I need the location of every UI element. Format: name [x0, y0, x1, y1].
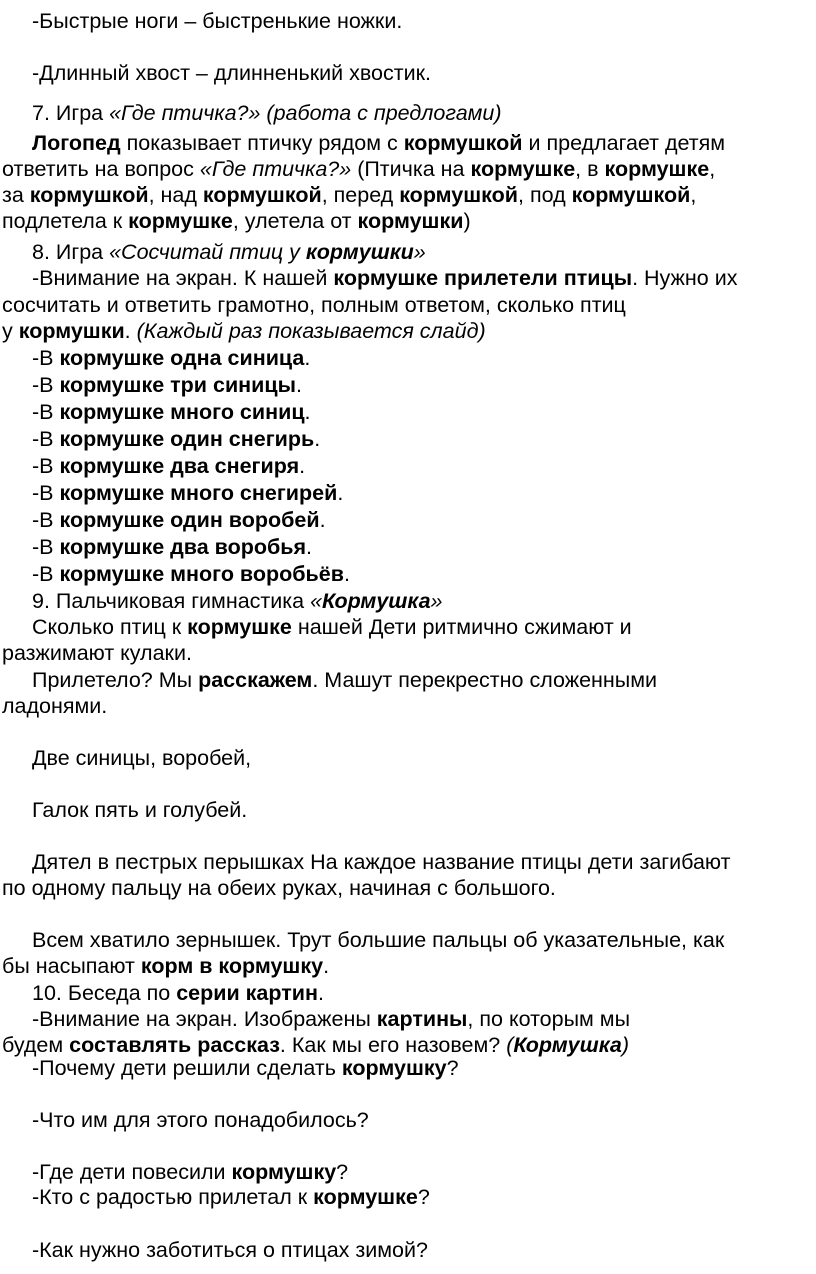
- text-line: [2, 980, 816, 1006]
- text-run: ,: [709, 157, 716, 181]
- text-line: [2, 182, 812, 208]
- text-run: кормушке много воробьёв: [59, 562, 344, 586]
- text-run: -В: [32, 346, 60, 370]
- text-run: -Кто с радостью прилетал к: [32, 1185, 314, 1209]
- text-run: по одному пальцу на обеих руках, начиная с большого.: [2, 876, 556, 900]
- text-run: ): [463, 209, 471, 233]
- text-run: -Длинный хвост – длинненький хвостик.: [32, 61, 431, 85]
- text-line: [2, 534, 816, 560]
- text-run: -В: [32, 427, 60, 451]
- text-run: -Где дети повесили: [32, 1160, 232, 1184]
- text-run: кормушку: [231, 1160, 337, 1184]
- text-line: [2, 614, 816, 640]
- text-run: (Птичка на: [351, 157, 471, 181]
- text-run: подлетела к: [2, 209, 129, 233]
- text-run: (: [506, 1033, 514, 1057]
- text-run: 7. Игра: [32, 101, 110, 125]
- text-line: [2, 208, 812, 234]
- text-run: кормушке много синиц: [59, 400, 305, 424]
- text-run: кормушкой: [399, 183, 518, 207]
- text-run: бы насыпают: [2, 954, 141, 978]
- text-run: Дятел в пестрых перышках На каждое название птицы дети загибают: [32, 850, 731, 874]
- text-run: кормушке: [470, 157, 576, 181]
- text-run: Логопед: [32, 131, 121, 155]
- text-run: Сколько птиц к: [32, 615, 188, 639]
- text-line: [2, 849, 816, 875]
- text-run: кормушки: [305, 240, 414, 264]
- text-line: [2, 130, 816, 156]
- text-line: [2, 561, 816, 587]
- text-run: Две синицы, воробей,: [32, 746, 252, 770]
- text-run: ?: [336, 1160, 349, 1184]
- text-run: кормушке один снегирь: [59, 427, 315, 451]
- text-line: [2, 239, 816, 265]
- text-run: составлять рассказ: [69, 1033, 280, 1057]
- text-run: .: [124, 319, 137, 343]
- text-line: [2, 426, 816, 452]
- text-run: . Нужно их: [632, 266, 738, 290]
- text-run: -Как нужно заботиться о птицах зимой?: [32, 1238, 428, 1262]
- text-run: -Что им для этого понадобилось?: [32, 1108, 369, 1132]
- text-run: -В: [32, 454, 60, 478]
- text-line: [2, 667, 816, 693]
- text-run: -В: [32, 508, 60, 532]
- text-run: ,: [690, 183, 697, 207]
- text-run: кормушке много снегирей: [59, 481, 338, 505]
- text-run: -В: [32, 535, 60, 559]
- text-line: [2, 292, 812, 318]
- text-run: Галок пять и голубей.: [32, 798, 248, 822]
- text-run: ответить на вопрос: [2, 157, 200, 181]
- text-run: кормушки: [357, 209, 464, 233]
- text-run: »: [413, 240, 426, 264]
- text-run: кормушкой: [403, 131, 523, 155]
- text-run: .: [319, 508, 326, 532]
- text-run: «Где птичка?» (работа с предлогами): [109, 101, 502, 125]
- text-run: .: [304, 400, 311, 424]
- text-run: Прилетело? Мы: [32, 668, 199, 692]
- text-run: , над: [148, 183, 203, 207]
- text-run: кормушки: [18, 319, 125, 343]
- text-run: , в: [575, 157, 605, 181]
- text-run: сосчитать и ответить грамотно, полным ответом, сколько птиц: [2, 293, 626, 317]
- text-run: кормушке три синицы: [59, 373, 296, 397]
- text-run: кормушке два снегиря: [59, 454, 300, 478]
- text-run: кормушке: [128, 209, 233, 233]
- text-line: [2, 318, 812, 344]
- text-run: 9. Пальчиковая гимнастика: [32, 589, 311, 613]
- text-run: кормушке: [604, 157, 710, 181]
- text-run: .: [317, 981, 324, 1005]
- text-run: нашей Дети ритмично сжимают и: [291, 615, 632, 639]
- text-line: [2, 372, 816, 398]
- text-line: [2, 1006, 816, 1032]
- text-line: [2, 1184, 816, 1210]
- text-run: корм в кормушку: [140, 954, 324, 978]
- text-run: -Внимание на экран. К нашей: [32, 266, 334, 290]
- text-run: картины: [376, 1007, 468, 1031]
- text-line: [2, 1159, 816, 1185]
- text-line: [2, 480, 816, 506]
- text-run: -Внимание на экран. Изображены: [32, 1007, 377, 1031]
- text-line: [2, 745, 816, 771]
- text-run: ладонями.: [2, 694, 108, 718]
- text-line: [2, 588, 816, 614]
- text-line: [2, 875, 812, 901]
- text-run: Кормушка: [322, 589, 431, 613]
- text-line: [2, 797, 816, 823]
- text-run: за: [2, 183, 30, 207]
- text-run: серии картин: [176, 981, 318, 1005]
- text-run: кормушке один воробей: [59, 508, 320, 532]
- text-run: показывает птичку рядом с: [120, 131, 404, 155]
- text-line: [2, 1237, 816, 1263]
- text-run: кормушке прилетели птицы: [333, 266, 633, 290]
- text-line: [2, 265, 816, 291]
- text-run: у: [2, 319, 19, 343]
- text-run: кормушке два воробья: [59, 535, 307, 559]
- text-line: [2, 399, 816, 425]
- text-line: [2, 927, 816, 953]
- text-line: [2, 1107, 816, 1133]
- text-run: (Каждый раз показывается слайд): [136, 319, 486, 343]
- text-run: ?: [446, 1056, 459, 1080]
- text-run: «: [310, 589, 323, 613]
- text-run: ?: [417, 1185, 430, 1209]
- text-line: [2, 640, 812, 666]
- text-run: , перед: [321, 183, 400, 207]
- text-run: -В: [32, 481, 60, 505]
- text-run: кормушку: [341, 1056, 447, 1080]
- text-line: [2, 100, 816, 126]
- text-line: [2, 345, 816, 371]
- text-run: . Машут перекрестно сложенными: [312, 668, 658, 692]
- text-run: ): [621, 1033, 630, 1057]
- text-run: кормушке: [187, 615, 292, 639]
- text-line: [2, 953, 812, 979]
- text-line: [2, 453, 816, 479]
- text-run: »: [430, 589, 443, 613]
- text-run: расскажем: [198, 668, 313, 692]
- text-run: 10. Беседа по: [32, 981, 177, 1005]
- text-run: .: [304, 346, 311, 370]
- text-run: .: [306, 535, 313, 559]
- text-line: [2, 507, 816, 533]
- text-line: [2, 8, 816, 34]
- text-run: -Почему дети решили сделать: [32, 1056, 342, 1080]
- text-run: .: [299, 454, 306, 478]
- text-run: Всем хватило зернышек. Трут большие пальцы об указательные, как: [32, 928, 725, 952]
- text-run: «Где птичка?»: [199, 157, 352, 181]
- text-line: [2, 1055, 816, 1081]
- text-run: и предлагает детям: [522, 131, 726, 155]
- text-run: кормушкой: [29, 183, 149, 207]
- text-run: -Быстрые ноги – быстренькие ножки.: [32, 9, 403, 33]
- text-run: . Как мы его назовем?: [279, 1033, 507, 1057]
- text-run: «Сосчитай птиц у: [109, 240, 306, 264]
- text-run: .: [295, 373, 302, 397]
- text-run: -В: [32, 373, 60, 397]
- text-run: разжимают кулаки.: [2, 641, 192, 665]
- text-line: [2, 156, 812, 182]
- text-run: -В: [32, 562, 60, 586]
- text-run: кормушке: [313, 1185, 418, 1209]
- text-line: [2, 693, 812, 719]
- text-run: .: [314, 427, 321, 451]
- text-run: кормушкой: [202, 183, 322, 207]
- text-run: кормушке одна синица: [59, 346, 305, 370]
- text-line: [2, 60, 816, 86]
- text-run: 8. Игра: [32, 240, 110, 264]
- text-run: .: [323, 954, 330, 978]
- text-run: кормушкой: [571, 183, 691, 207]
- text-run: .: [337, 481, 344, 505]
- text-run: , по которым мы: [467, 1007, 631, 1031]
- text-run: Кормушка: [513, 1033, 622, 1057]
- text-run: -В: [32, 400, 60, 424]
- text-run: .: [343, 562, 350, 586]
- text-run: , под: [518, 183, 572, 207]
- text-run: будем: [2, 1033, 70, 1057]
- text-run: , улетела от: [232, 209, 358, 233]
